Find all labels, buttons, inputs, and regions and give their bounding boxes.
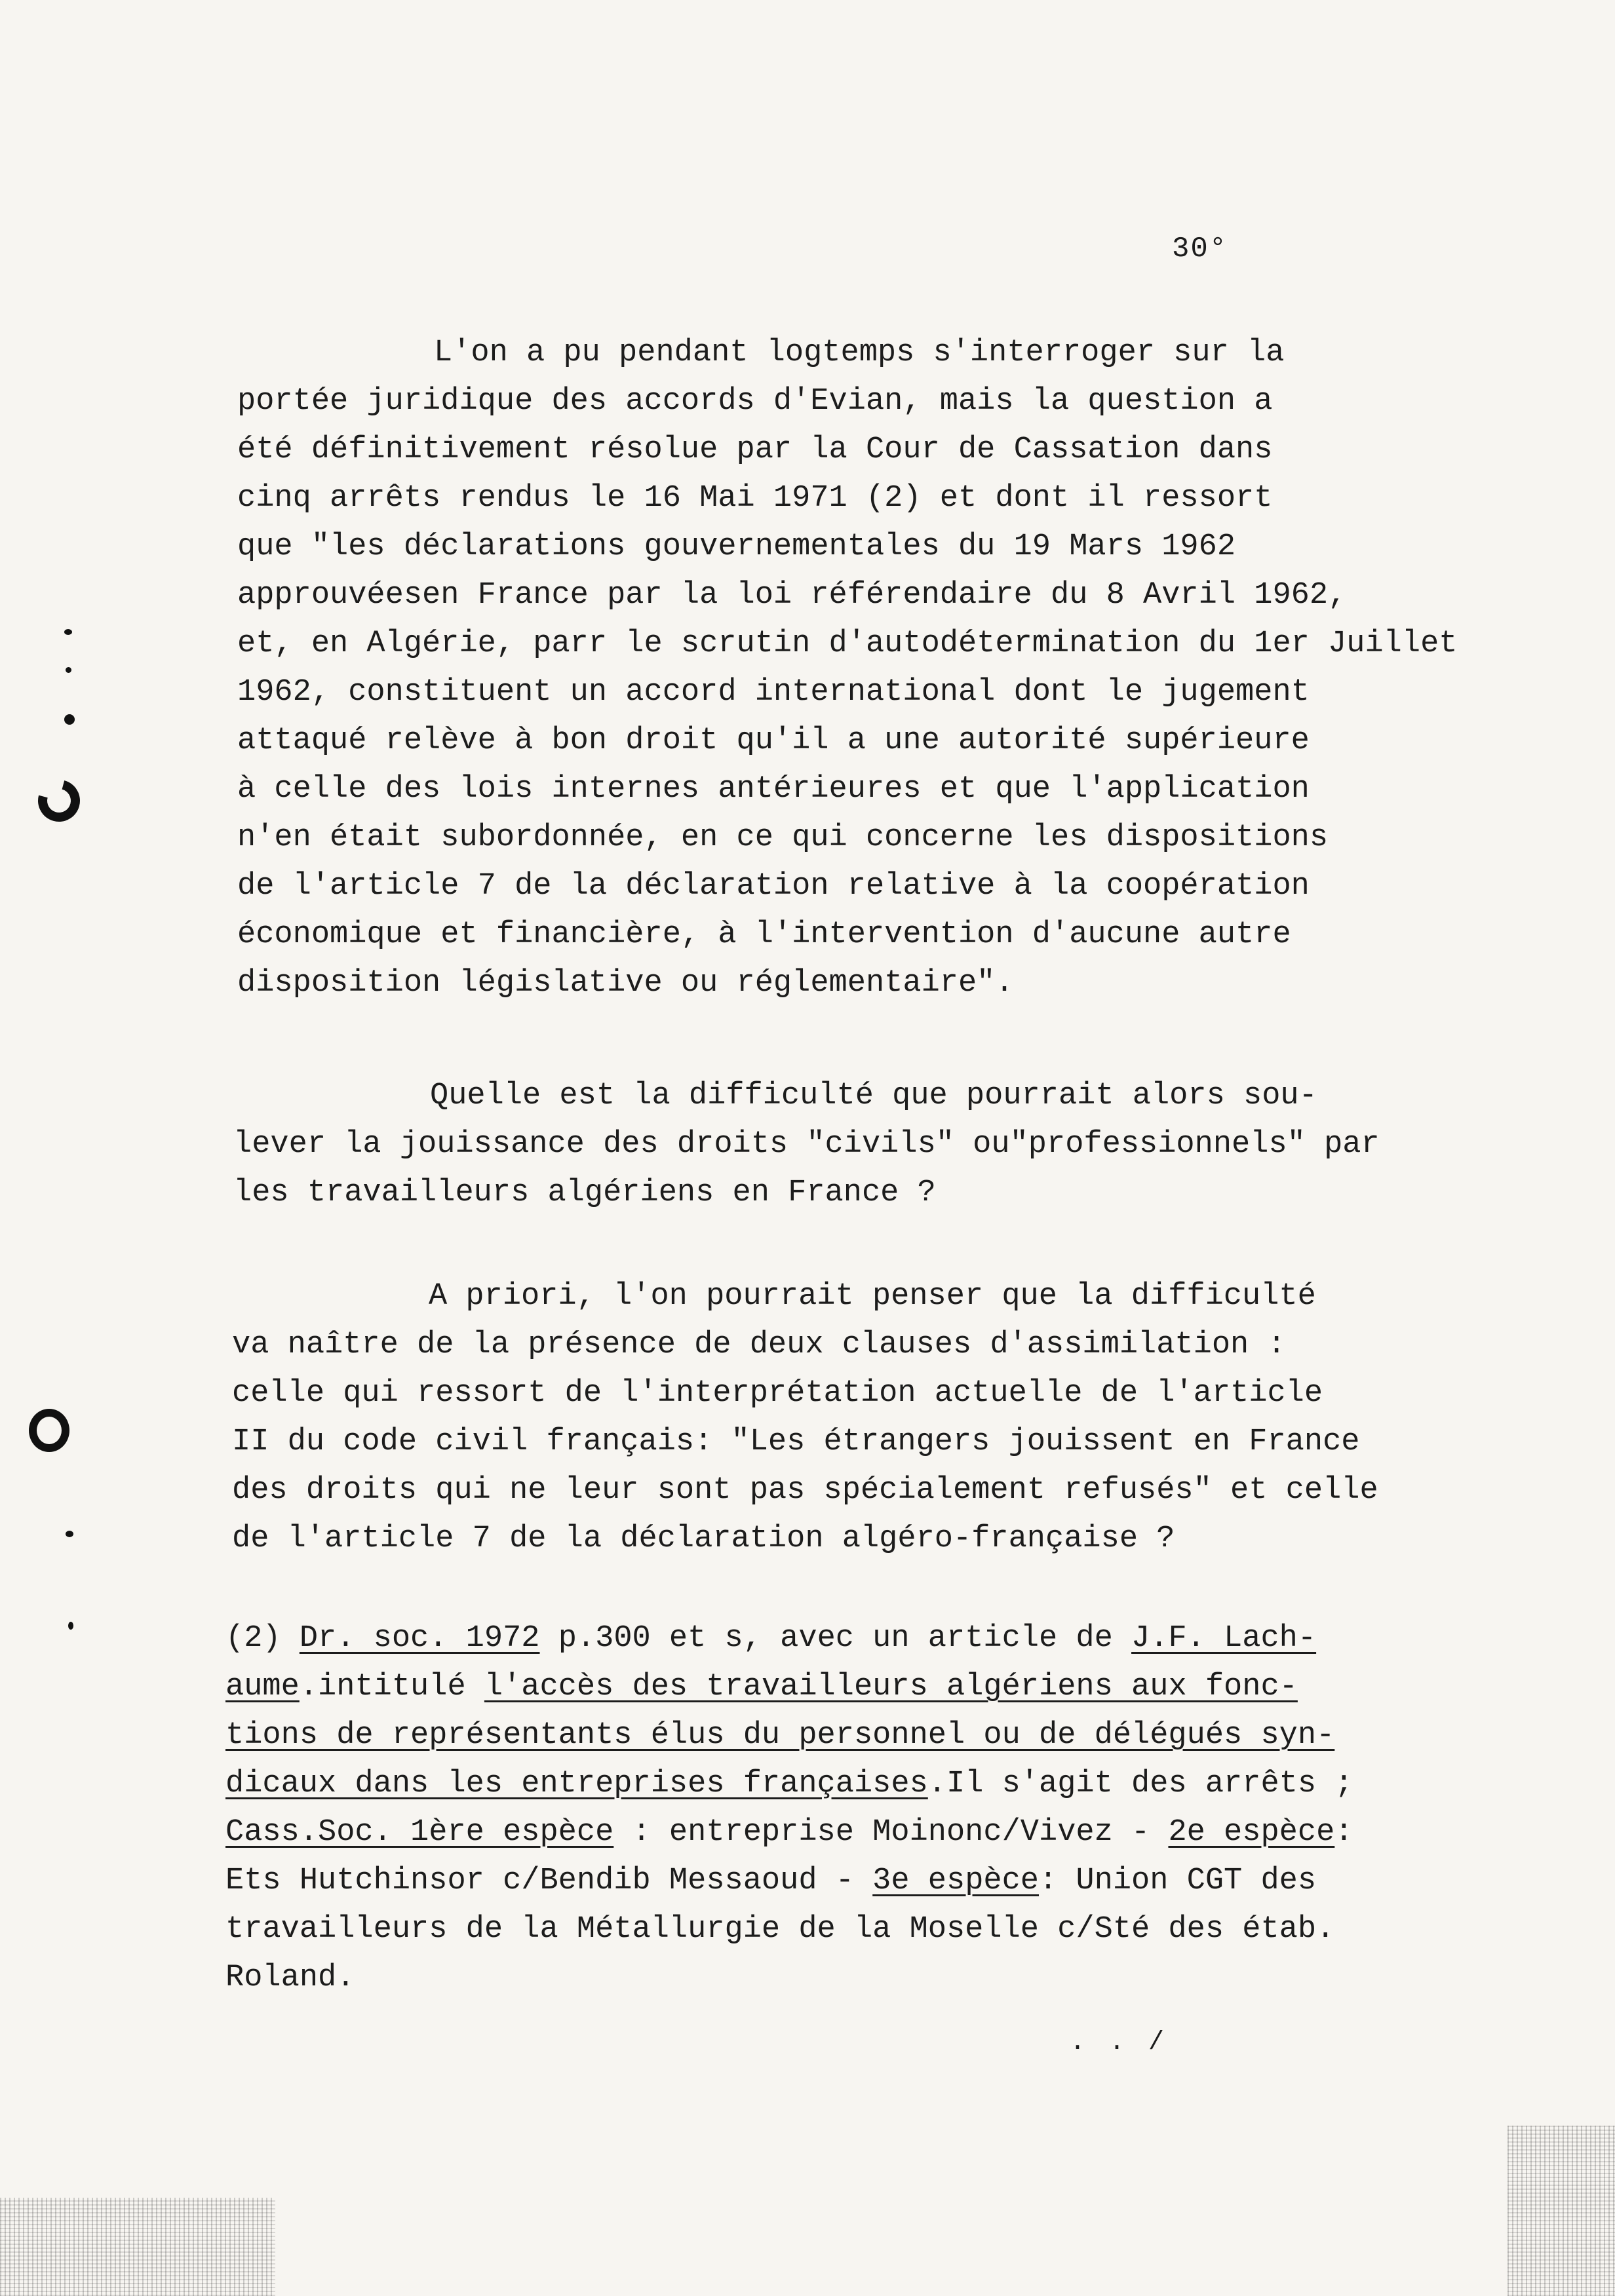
text-line: L'on a pu pendant logtemps s'interroger sur la: [434, 335, 1285, 370]
punch-hole-mark: [29, 1409, 69, 1452]
text-line: Quelle est la difficulté que pourrait alors sou-: [430, 1079, 1317, 1113]
footnote-text: : Union CGT des: [1039, 1864, 1317, 1898]
footnote-text: .intitulé: [299, 1670, 484, 1704]
text-line: des droits qui ne leur sont pas spécialement refusés" et celle: [232, 1473, 1378, 1508]
footnote-line: [225, 1615, 1353, 1663]
text-line: 1962, constituent un accord international dont le jugement: [237, 675, 1310, 710]
footnote-line: travailleurs de la Métallurgie de la Moselle c/Sté des étab.: [225, 1912, 1335, 1947]
margin-mark: [64, 714, 75, 725]
text-line: été définitivement résolue par la Cour de Cassation dans: [237, 432, 1273, 467]
footnote-line: [225, 1808, 1353, 1857]
citation-journal: Dr. soc. 1972: [299, 1621, 540, 1656]
text-line: lever la jouissance des droits "civils" ou"professionnels" par: [233, 1127, 1380, 1162]
footnote-line: [225, 1760, 1353, 1808]
footnote-line: [225, 1712, 1353, 1760]
citation-author: aume: [225, 1670, 300, 1704]
margin-mark: [66, 1531, 73, 1537]
text-line: celle qui ressort de l'interprétation actuelle de l'article: [232, 1376, 1323, 1411]
text-line: n'en était subordonnée, en ce qui concerne les dispositions: [237, 820, 1329, 855]
text-line: va naître de la présence de deux clauses d'assimilation :: [232, 1328, 1286, 1362]
text-line: II du code civil français: "Les étrangers jouissent en France: [232, 1425, 1360, 1459]
footnote-line: [225, 1857, 1353, 1905]
text-line: cinq arrêts rendus le 16 Mai 1971 (2) et dont il ressort: [237, 481, 1273, 516]
citation-title: tions de représentants élus du personnel ou de délégués syn-: [225, 1718, 1335, 1753]
text-line: et, en Algérie, parr le scrutin d'autodétermination du 1er Juillet: [237, 626, 1458, 661]
citation-title: dicaux dans les entreprises françaises: [225, 1767, 928, 1801]
margin-mark: [68, 1622, 73, 1630]
text-line: attaqué relève à bon droit qu'il a une autorité supérieure: [237, 723, 1310, 758]
text-line: les travailleurs algériens en France ?: [233, 1176, 936, 1210]
text-line: disposition législative ou réglementaire".: [237, 966, 1014, 1001]
paragraph-3: [232, 1272, 1378, 1563]
text-line: que "les déclarations gouvernementales du 19 Mars 1962: [237, 529, 1236, 564]
citation-case: Cass.Soc. 1ère espèce: [225, 1815, 614, 1850]
scan-noise: [0, 2198, 275, 2296]
scan-noise: [1508, 2126, 1615, 2296]
text-line: de l'article 7 de la déclaration relative à la coopération: [237, 869, 1310, 904]
footnote-line: Roland.: [225, 1961, 355, 1995]
footnote-text: : entreprise Moinonc/Vivez -: [613, 1815, 1169, 1850]
citation-title: l'accès des travailleurs algériens aux fonc-: [484, 1670, 1298, 1704]
text-line: A priori, l'on pourrait penser que la difficulté: [429, 1279, 1316, 1314]
text-line: portée juridique des accords d'Evian, mais la question a: [237, 384, 1273, 419]
footnote: [225, 1615, 1353, 2002]
citation-case: 2e espèce: [1168, 1815, 1335, 1850]
text-line: approuvéesen France par la loi référendaire du 8 Avril 1962,: [237, 578, 1347, 613]
margin-mark: [66, 667, 71, 673]
footnote-line: [225, 1663, 1353, 1712]
punch-hole-mark: [30, 772, 87, 829]
text-line: économique et financière, à l'intervention d'aucune autre: [237, 917, 1291, 952]
footnote-text: .Il s'agit des arrêts ;: [927, 1767, 1353, 1801]
footnote-text: p.300 et s, avec un article de: [539, 1621, 1132, 1656]
continuation-mark: . . /: [1070, 2028, 1169, 2057]
text-line: à celle des lois internes antérieures et que l'application: [237, 772, 1310, 807]
footnote-marker: (2): [225, 1621, 300, 1656]
paragraph-1: [237, 329, 1458, 1008]
text-line: de l'article 7 de la déclaration algéro-française ?: [232, 1521, 1175, 1556]
margin-mark: [64, 629, 72, 635]
footnote-text: :: [1334, 1815, 1353, 1850]
footnote-text: Ets Hutchinsor c/Bendib Messaoud -: [225, 1864, 873, 1898]
paragraph-2: [233, 1072, 1380, 1217]
page-number: 30°: [1172, 233, 1228, 265]
citation-author: J.F. Lach-: [1131, 1621, 1317, 1656]
citation-case: 3e espèce: [872, 1864, 1040, 1898]
